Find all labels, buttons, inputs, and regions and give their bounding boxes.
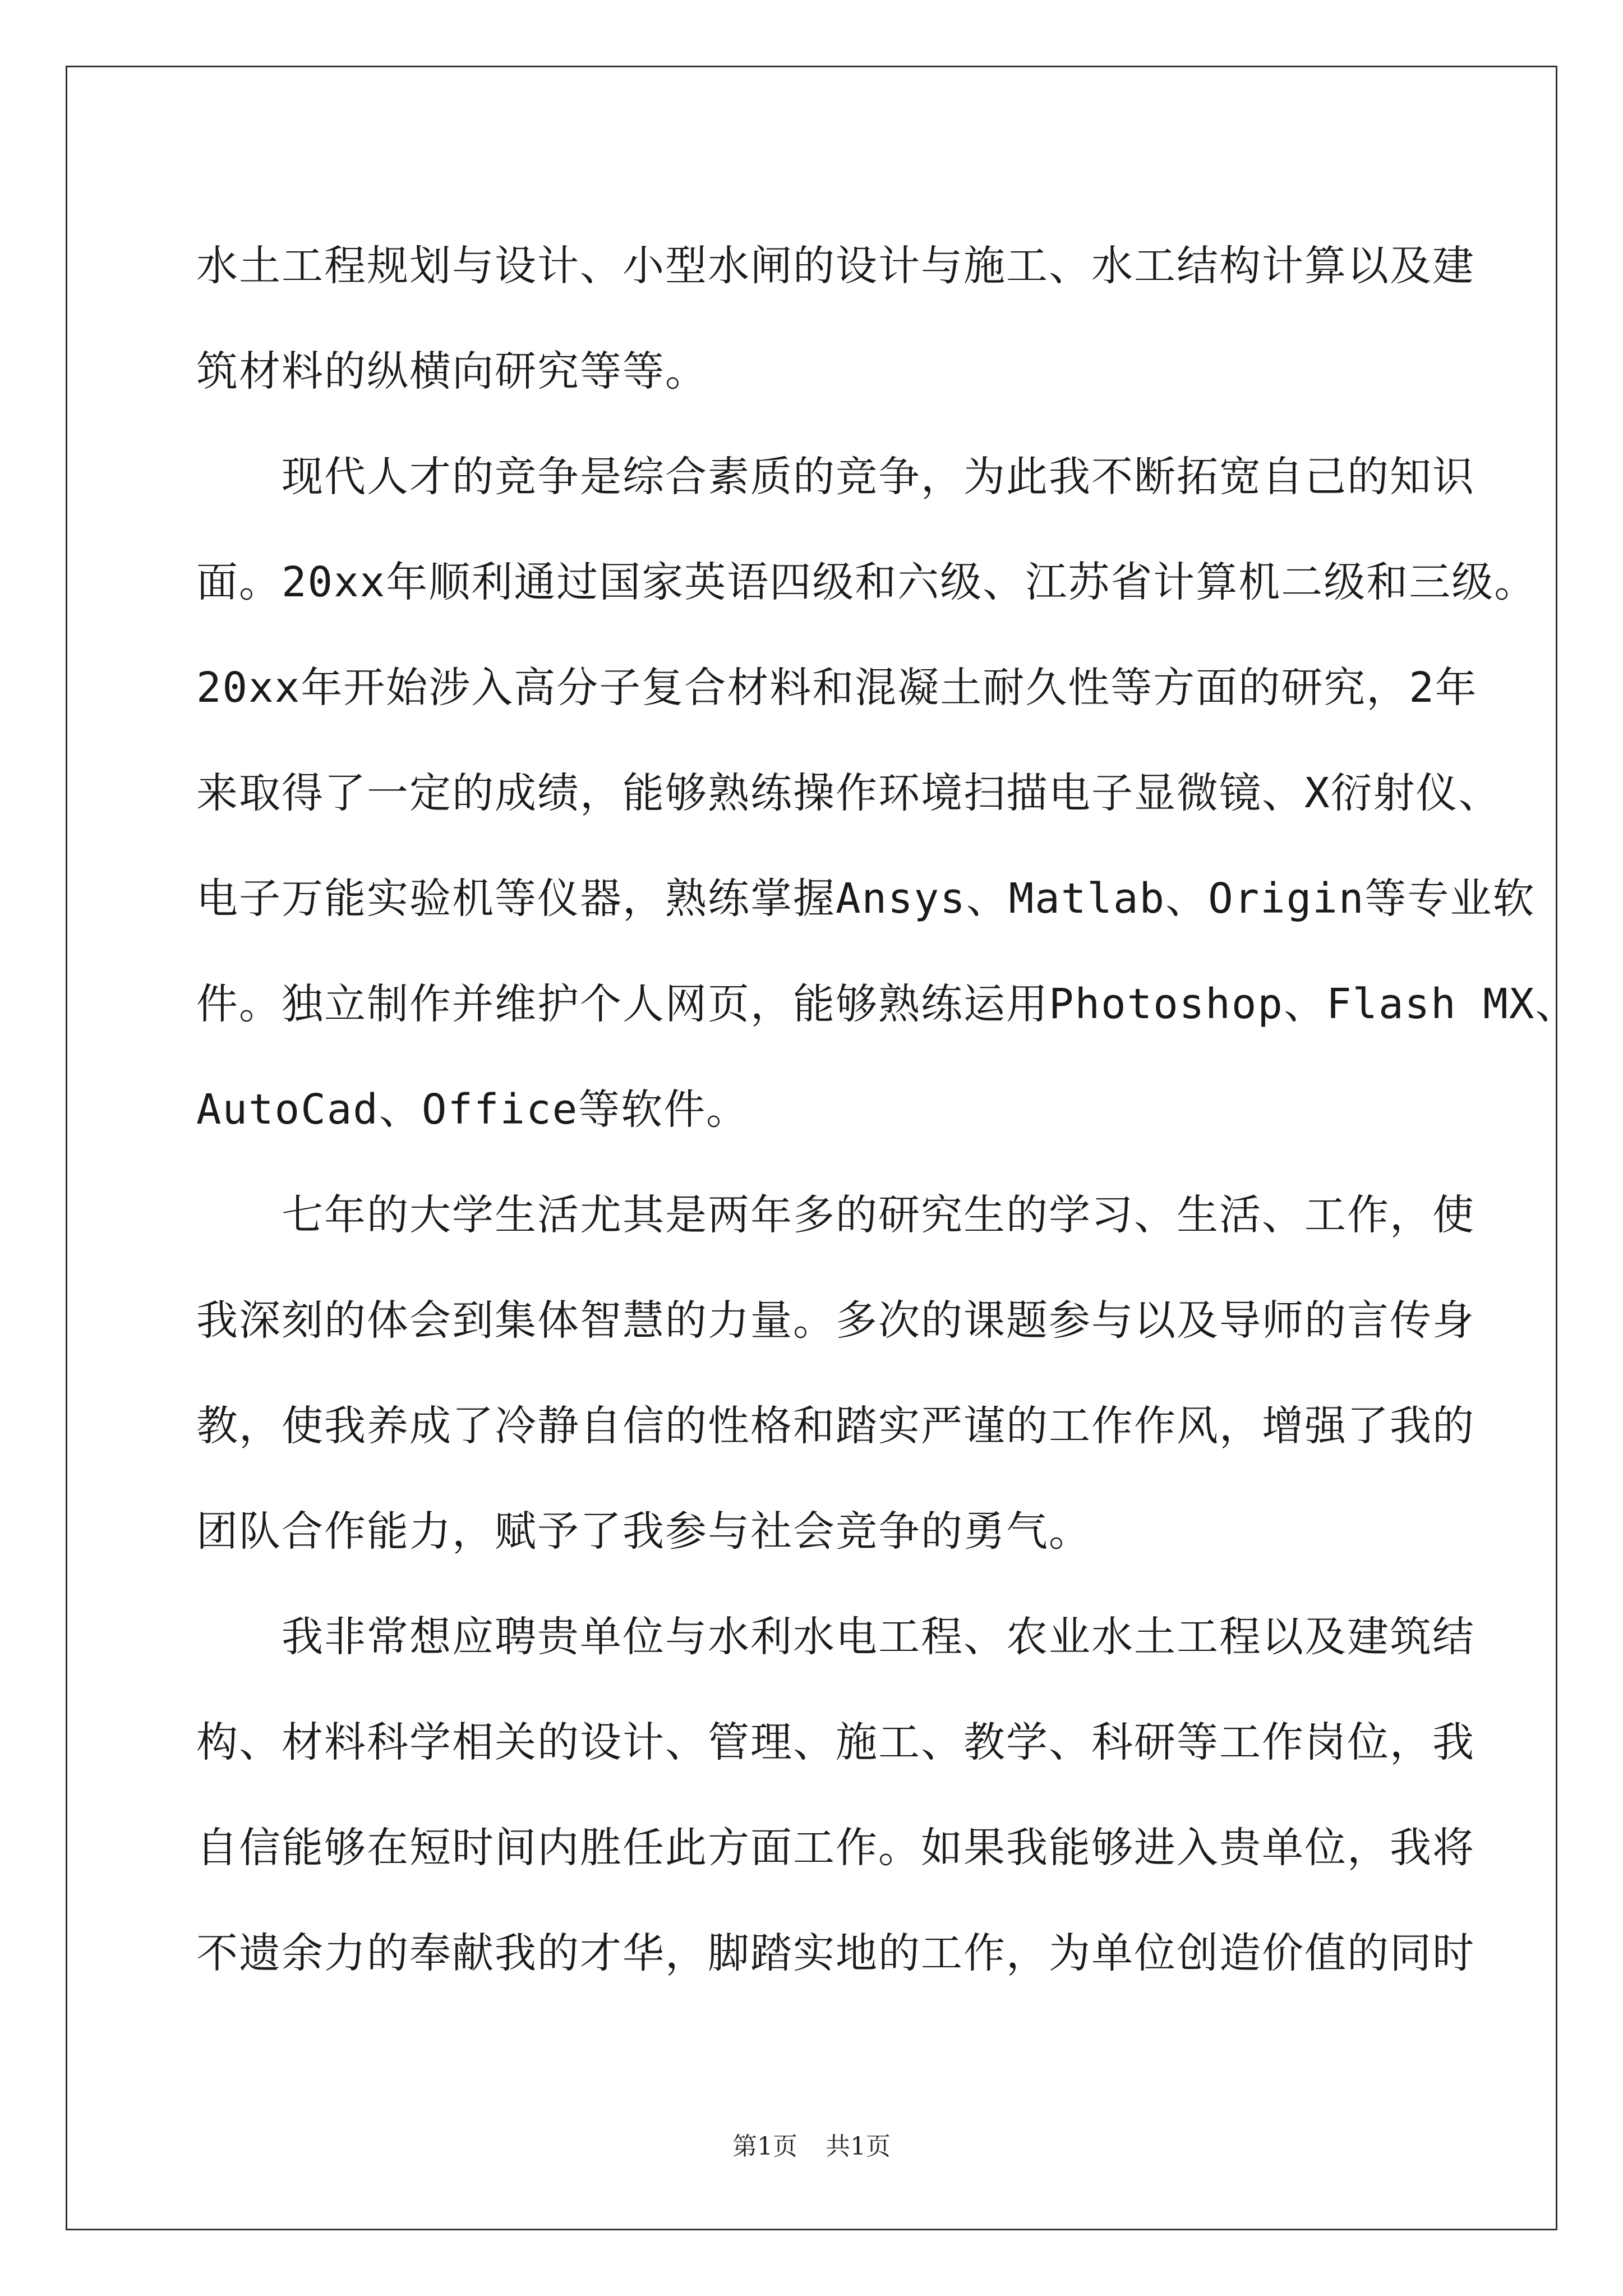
text-line: 件。独立制作并维护个人网页，能够熟练运用Photoshop、Flash MX、 <box>196 980 1578 1028</box>
page-footer <box>0 2126 1623 2162</box>
text-line: 筑材料的纵横向研究等等。 <box>196 347 708 395</box>
text-line: 20xx年开始涉入高分子复合材料和混凝土耐久性等方面的研究，2年 <box>196 664 1478 712</box>
text-line: 来取得了一定的成绩，能够熟练操作环境扫描电子显微镜、X衍射仪、 <box>196 769 1501 817</box>
text-line: AutoCad、Office等软件。 <box>196 1085 749 1134</box>
text-line: 现代人才的竞争是综合素质的竞争，为此我不断拓宽自己的知识 <box>196 453 1475 501</box>
document-body <box>196 213 1578 2006</box>
text-line: 团队合作能力，赋予了我参与社会竞争的勇气。 <box>196 1507 1091 1556</box>
text-line: 不遗余力的奉献我的才华，脚踏实地的工作，为单位创造价值的同时 <box>196 1929 1475 1977</box>
page-number: 第1页 <box>732 2132 797 2161</box>
text-line: 电子万能实验机等仪器，熟练掌握Ansys、Matlab、Origin等专业软 <box>196 875 1536 923</box>
text-line: 我深刻的体会到集体智慧的力量。多次的课题参与以及导师的言传身 <box>196 1296 1475 1345</box>
text-line: 自信能够在短时间内胜任此方面工作。如果我能够进入贵单位，我将 <box>196 1824 1475 1872</box>
text-line: 七年的大学生活尤其是两年多的研究生的学习、生活、工作，使 <box>196 1191 1475 1239</box>
page-total: 共1页 <box>826 2132 891 2161</box>
text-line: 构、材料科学相关的设计、管理、施工、教学、科研等工作岗位，我 <box>196 1718 1475 1766</box>
text-line: 水土工程规划与设计、小型水闸的设计与施工、水工结构计算以及建 <box>196 242 1475 290</box>
text-line: 教，使我养成了冷静自信的性格和踏实严谨的工作作风，增强了我的 <box>196 1402 1475 1450</box>
text-line: 面。20xx年顺利通过国家英语四级和六级、江苏省计算机二级和三级。 <box>196 558 1537 606</box>
text-line: 我非常想应聘贵单位与水利水电工程、农业水土工程以及建筑结 <box>196 1613 1475 1661</box>
